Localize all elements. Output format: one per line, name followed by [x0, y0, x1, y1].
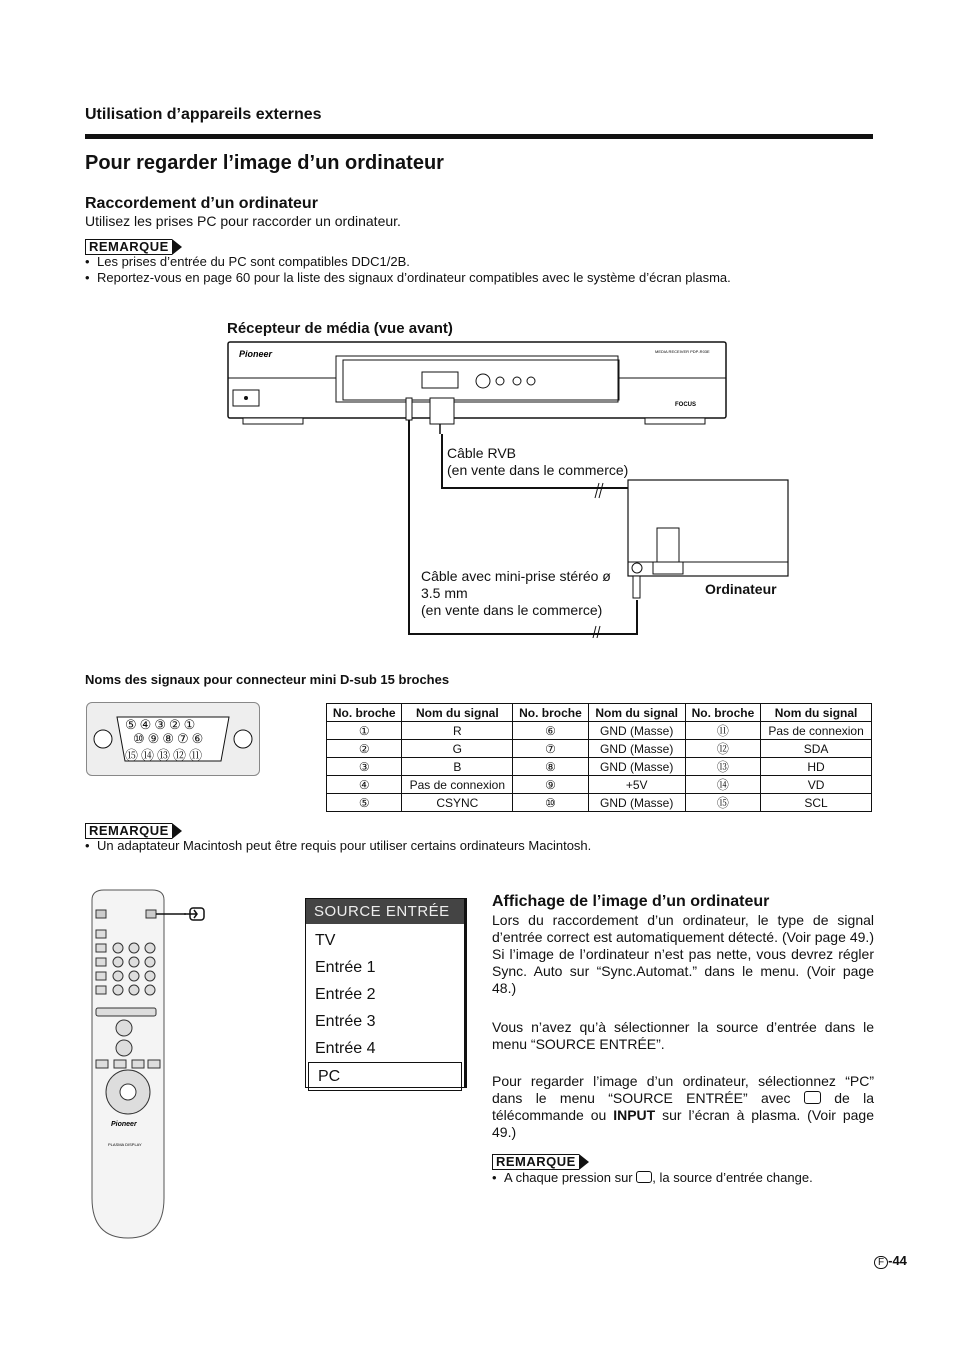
menu-item-input2[interactable]: Entrée 2 [315, 986, 376, 1003]
table-row: ② G ⑦ GND (Masse) ⑫ SDA [327, 740, 872, 758]
list-item: • Un adaptateur Macintosh peut être requis pour utiliser certains ordinateurs Macintosh. [85, 838, 875, 854]
signal-table [326, 703, 872, 812]
svg-text:FOCUS: FOCUS [675, 402, 696, 408]
input-icon [804, 1091, 821, 1104]
remote-model: PLASMA DISPLAY [108, 1142, 142, 1147]
list-item: • Reportez-vous en page 60 pour la liste des signaux d’ordinateur compatibles avec le système d’écran plasma. [85, 270, 875, 286]
connection-notes [85, 254, 875, 286]
display-heading: Affichage de l’image d’un ordinateur [492, 893, 770, 910]
list-item: • Les prises d’entrée du PC sont compatibles DDC1/2B. [85, 254, 875, 270]
computer-label: Ordinateur [705, 581, 777, 597]
remark-badge: REMARQUE [85, 823, 172, 839]
diagram-caption: Récepteur de média (vue avant) [227, 320, 453, 337]
section-heading: Utilisation d’appareils externes [85, 106, 322, 123]
pin-row-1: ⑤④③②① [125, 717, 199, 732]
audio-cable-label: Câble avec mini-prise stéréo ø 3.5 mm (en vente dans le commerce) [421, 568, 611, 618]
display-paragraph-3: Pour regarder l’image d’un ordinateur, sélectionnez “PC” dans le menu “SOURCE ENTRÉE” avec de la télécommande ou INPUT sur l’écran à plasma. (Voir page 49.) [492, 1073, 875, 1140]
input-icon [636, 1171, 652, 1183]
language-badge: F [874, 1256, 888, 1269]
list-item: • A chaque pression sur , la source d’entrée change. [492, 1170, 874, 1186]
display-paragraph-2: Vous n’avez qu’à sélectionner la source d’entrée dans le menu “SOURCE ENTRÉE”. [492, 1019, 874, 1052]
input-icon [184, 908, 204, 920]
table-row: ① R ⑥ GND (Masse) ⑪ Pas de connexion [327, 722, 872, 740]
pin-row-3: ⑮⑭⑬⑫⑪ [125, 748, 206, 763]
table-row: ⑤ CSYNC ⑩ GND (Masse) ⑮ SCL [327, 794, 872, 812]
signals-heading: Noms des signaux pour connecteur mini D-sub 15 broches [85, 672, 450, 687]
page-title: Pour regarder l’image d’un ordinateur [85, 152, 444, 174]
menu-item-input1[interactable]: Entrée 1 [315, 959, 376, 976]
menu-item-pc[interactable]: PC [308, 1062, 462, 1091]
receiver-brand: Pioneer [239, 349, 273, 359]
menu-title: SOURCE ENTRÉE [306, 899, 464, 924]
signals-notes [85, 838, 875, 854]
connector-diagram [86, 702, 260, 776]
page-number: F -44 [874, 1253, 907, 1269]
table-row: ③ B ⑧ GND (Masse) ⑬ HD [327, 758, 872, 776]
menu-item-input3[interactable]: Entrée 3 [315, 1013, 376, 1030]
table-row: ④ Pas de connexion ⑨ +5V ⑭ VD [327, 776, 872, 794]
menu-list [306, 924, 464, 1091]
remote-control [84, 888, 224, 1243]
remote-brand: Pioneer [111, 1121, 137, 1128]
remark-badge: REMARQUE [492, 1154, 579, 1170]
connection-heading: Raccordement d’un ordinateur [85, 195, 318, 212]
rgb-cable-label: Câble RVB (en vente dans le commerce) [447, 445, 629, 478]
table-header-row: No. broche Nom du signal No. broche Nom du signal No. broche Nom du signal [327, 704, 872, 722]
menu-item-tv[interactable]: TV [315, 932, 336, 949]
source-menu [305, 898, 467, 1088]
pin-row-2: ⑩⑨⑧⑦⑥ [133, 731, 207, 746]
connection-intro: Utilisez les prises PC pour raccorder un ordinateur. [85, 213, 401, 229]
media-receiver [228, 342, 726, 418]
header-rule [85, 134, 873, 139]
menu-item-input4[interactable]: Entrée 4 [315, 1040, 376, 1057]
remark-label-3 [492, 1153, 579, 1171]
display-paragraph-1: Lors du raccordement d’un ordinateur, le type de signal d’entrée correct est automatiquement détecté. (Voir page 49.) Si l’image de l’ordinateur n’est pas nette, vous devrez régler Sync. Auto sur “Sync.Automat.” dans le menu. (Voir page 48.) [492, 912, 874, 996]
receiver-model: MEDIA RECEIVER PDP-R03E [655, 349, 710, 354]
pc-rgb-plug [657, 528, 679, 562]
display-notes [492, 1170, 874, 1186]
remark-badge: REMARQUE [85, 239, 172, 255]
